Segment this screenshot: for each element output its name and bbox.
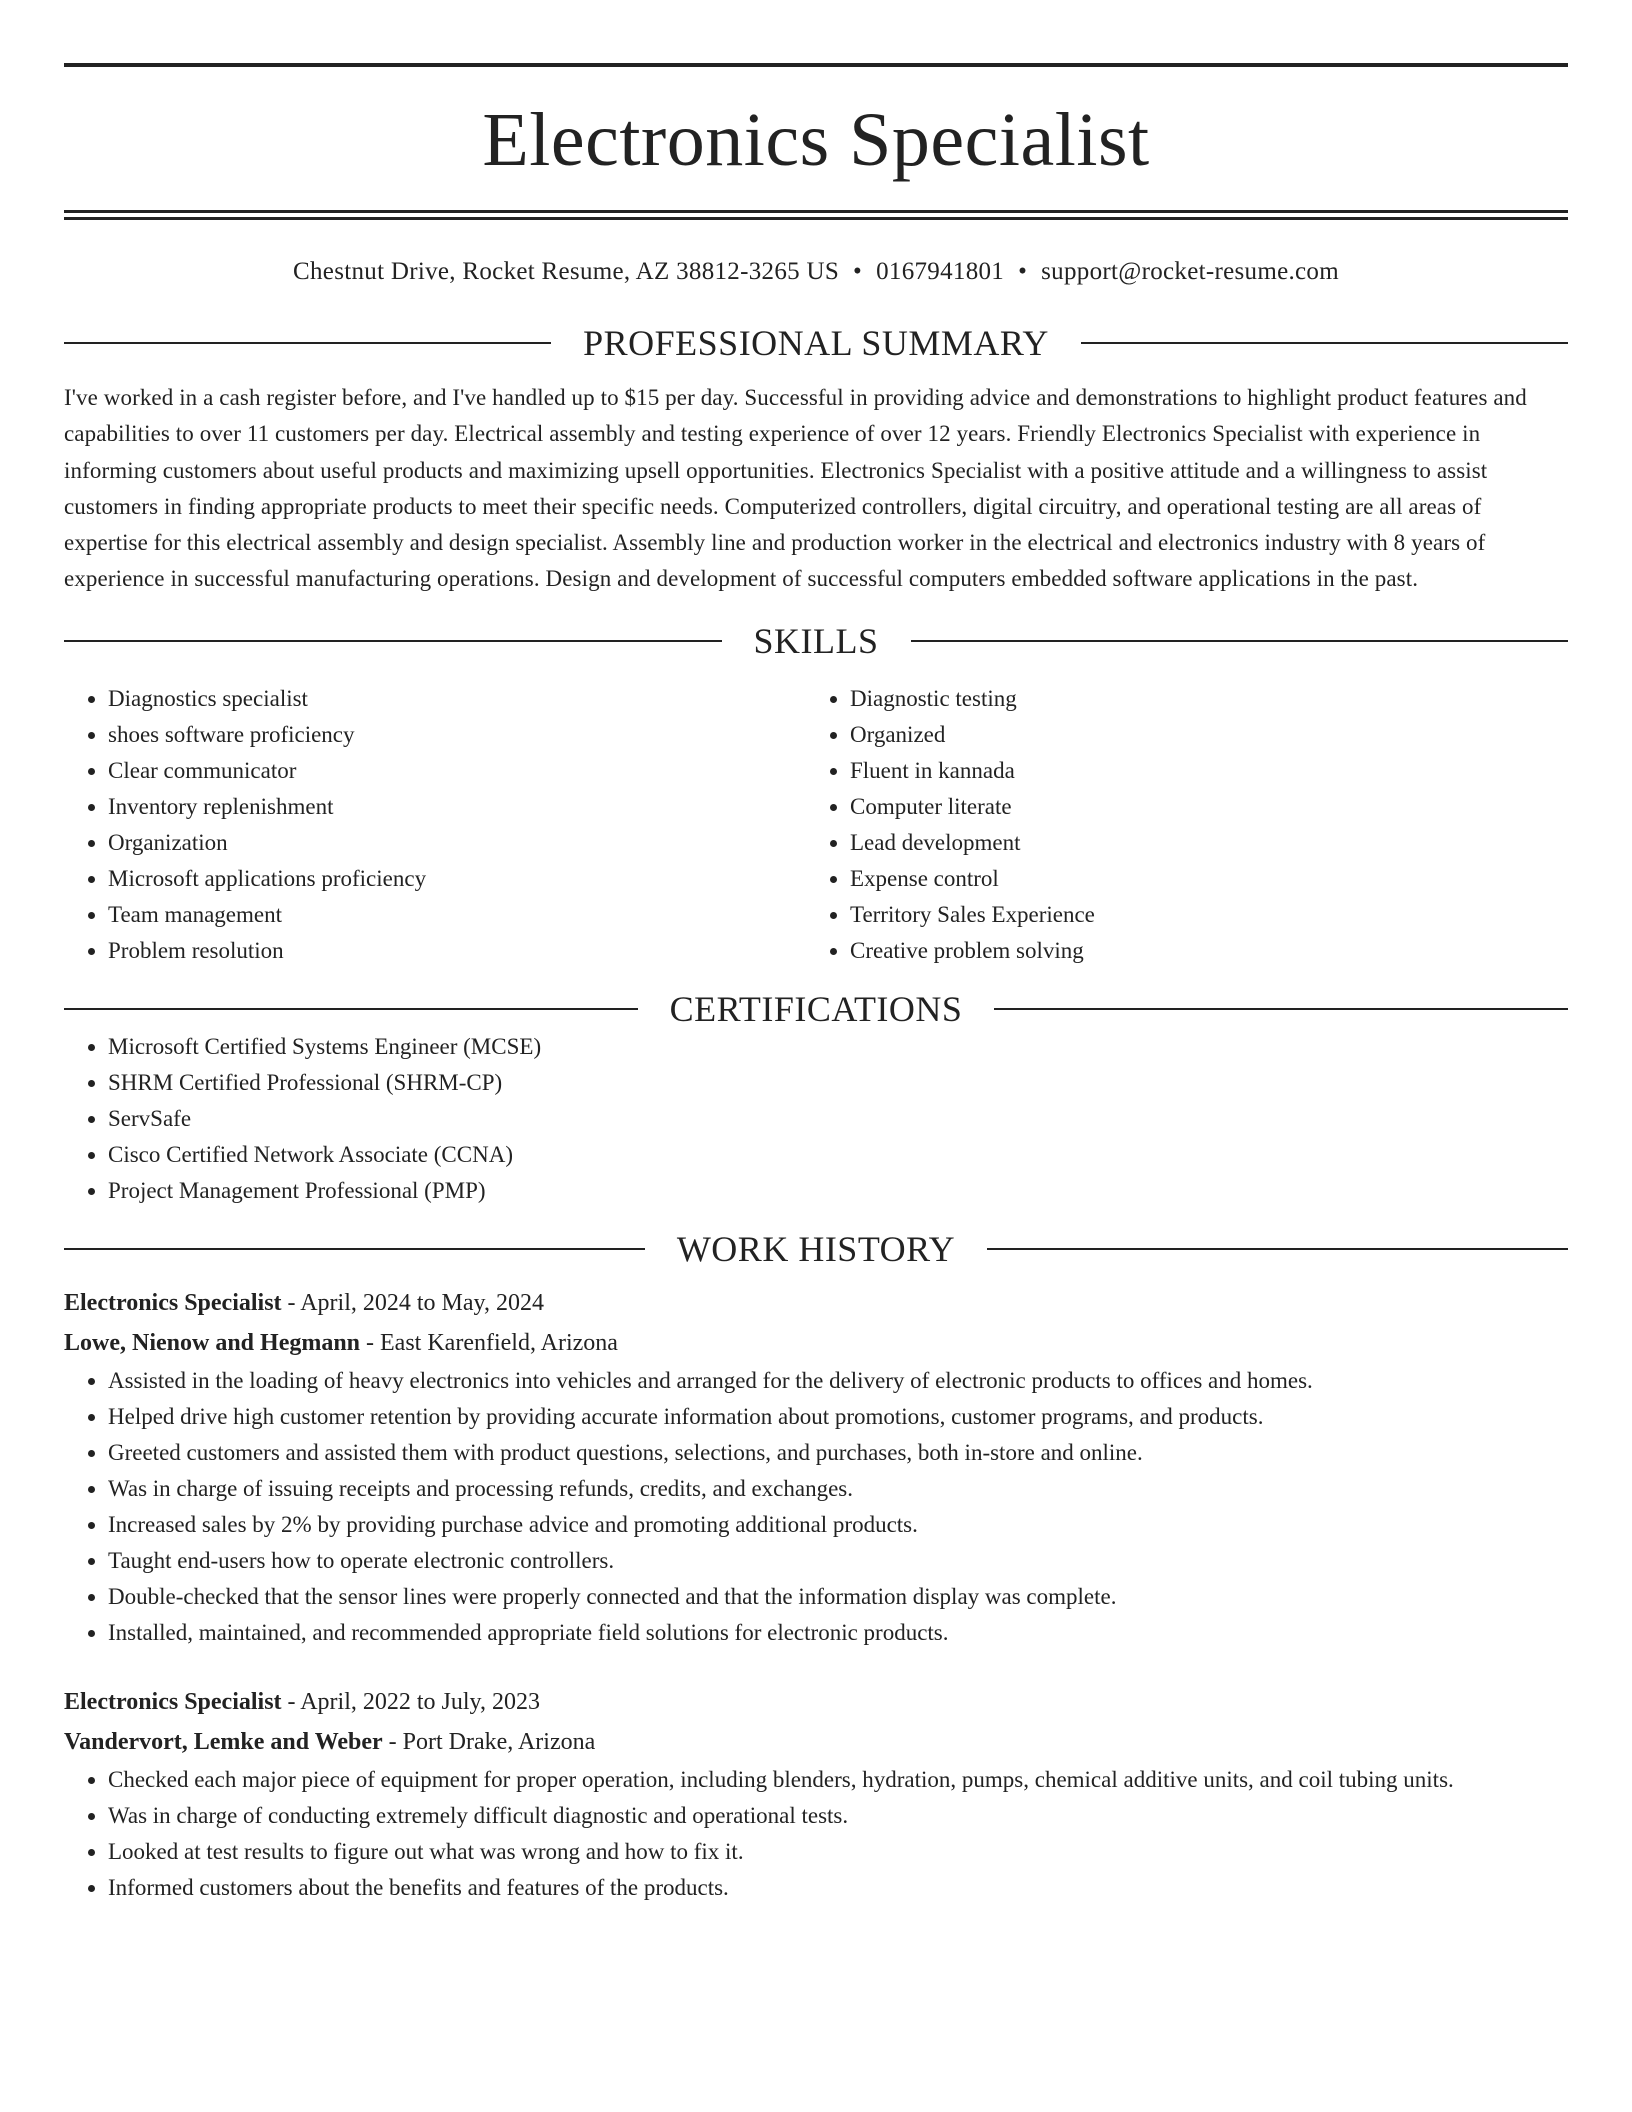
skill-item: • Problem resolution: [108, 933, 806, 969]
heading-rule-right: [994, 1008, 1568, 1010]
contact-separator: •: [853, 258, 863, 285]
job-duty-item: • Assisted in the loading of heavy electronics into vehicles and arranged for the delivery of electronic products to offices and homes.: [108, 1363, 1568, 1399]
certification-item: • SHRM Certified Professional (SHRM-CP): [108, 1065, 1568, 1101]
job-title-line: [64, 1283, 1568, 1323]
heading-rule-right: [987, 1248, 1568, 1250]
skills-column-right: [806, 681, 1548, 969]
job-company-line: [64, 1722, 1568, 1762]
job-entry: [64, 1682, 1568, 1906]
heading-rule-left: [64, 1008, 638, 1010]
summary-heading-label: PROFESSIONAL SUMMARY: [583, 323, 1049, 363]
contact-separator: •: [1018, 258, 1028, 285]
skill-item: • Lead development: [850, 825, 1548, 861]
job-title: Electronics Specialist: [64, 1289, 282, 1316]
job-duty-item: • Informed customers about the benefits and features of the products.: [108, 1870, 1568, 1906]
skill-item: • Team management: [108, 897, 806, 933]
certifications-section-heading: [64, 989, 1568, 1029]
skill-item: • Organization: [108, 825, 806, 861]
job-duty-item: • Checked each major piece of equipment for proper operation, including blenders, hydration, pumps, chemical additive units, and coil tubing units.: [108, 1762, 1568, 1798]
job-duty-item: • Was in charge of issuing receipts and processing refunds, credits, and exchanges.: [108, 1471, 1568, 1507]
skill-item: • Creative problem solving: [850, 933, 1548, 969]
job-duty-item: • Installed, maintained, and recommended appropriate field solutions for electronic products.: [108, 1615, 1568, 1651]
summary-section-heading: [64, 323, 1568, 363]
contact-line: [64, 257, 1568, 287]
skill-item: • Inventory replenishment: [108, 789, 806, 825]
skill-item: • Clear communicator: [108, 753, 806, 789]
job-entry: [64, 1283, 1568, 1651]
contact-email: support@rocket-resume.com: [1041, 258, 1339, 285]
job-duty-item: • Looked at test results to figure out what was wrong and how to fix it.: [108, 1834, 1568, 1870]
work-history-section-heading: [64, 1229, 1568, 1269]
certification-item: • Cisco Certified Network Associate (CCNA): [108, 1137, 1568, 1173]
job-duty-item: • Greeted customers and assisted them with product questions, selections, and purchases, both in-store and online.: [108, 1435, 1568, 1471]
job-duty-item: • Increased sales by 2% by providing purchase advice and promoting additional products.: [108, 1507, 1568, 1543]
job-duties-list: [64, 1363, 1568, 1651]
job-location: - Port Drake, Arizona: [382, 1728, 596, 1755]
skill-item: • Fluent in kannada: [850, 753, 1548, 789]
job-dates: - April, 2024 to May, 2024: [281, 1289, 544, 1316]
certification-item: • Microsoft Certified Systems Engineer (MCSE): [108, 1029, 1568, 1065]
certification-item: • Project Management Professional (PMP): [108, 1173, 1568, 1209]
certification-item: • ServSafe: [108, 1101, 1568, 1137]
job-duty-item: • Was in charge of conducting extremely difficult diagnostic and operational tests.: [108, 1798, 1568, 1834]
heading-rule-right: [911, 640, 1569, 642]
job-dates: - April, 2022 to July, 2023: [281, 1688, 540, 1715]
job-duty-item: • Helped drive high customer retention by providing accurate information about promotions, customer programs, and products.: [108, 1399, 1568, 1435]
heading-rule-right: [1081, 342, 1568, 344]
job-location: - East Karenfield, Arizona: [360, 1329, 618, 1356]
title-bottom-double-rule: [64, 210, 1568, 220]
job-duties-list: [64, 1762, 1568, 1906]
contact-phone: 0167941801: [876, 258, 1005, 285]
skill-item: • Expense control: [850, 861, 1548, 897]
skills-heading-label: SKILLS: [753, 620, 879, 661]
resume-page: [64, 0, 1568, 1906]
job-title-line: [64, 1682, 1568, 1722]
job-duty-item: • Taught end-users how to operate electronic controllers.: [108, 1543, 1568, 1579]
skill-item: • Territory Sales Experience: [850, 897, 1548, 933]
skill-item: • Computer literate: [850, 789, 1548, 825]
skills-column-left: [64, 681, 806, 969]
skills-section-heading: [64, 621, 1568, 661]
job-duty-item: • Double-checked that the sensor lines were properly connected and that the information display was complete.: [108, 1579, 1568, 1615]
resume-name: Electronics Specialist: [482, 98, 1150, 182]
certifications-list: [64, 1029, 1568, 1209]
skill-item: • shoes software proficiency: [108, 717, 806, 753]
heading-rule-left: [64, 1248, 645, 1250]
job-company: Lowe, Nienow and Hegmann: [64, 1329, 361, 1356]
job-company: Vandervort, Lemke and Weber: [64, 1728, 383, 1755]
skill-item: • Diagnostic testing: [850, 681, 1548, 717]
work-history-heading-label: WORK HISTORY: [676, 1228, 956, 1269]
heading-rule-left: [64, 342, 551, 344]
job-title: Electronics Specialist: [64, 1688, 282, 1715]
title-top-rule: [64, 63, 1568, 67]
skill-item: • Microsoft applications proficiency: [108, 861, 806, 897]
certifications-heading-label: CERTIFICATIONS: [669, 988, 963, 1029]
job-company-line: [64, 1323, 1568, 1363]
summary-text: I've worked in a cash register before, and I've handled up to $15 per day. Successful in providing advice and demonstrations to highlight product features and capabilities to over 11 customers per day. Electrical assembly and testing experience of over 12 years. Friendly Electronics Specialist with experience in informing customers about useful products and maximizing upsell opportunities. Electronics Specialist with a positive attitude and a willingness to assist customers in finding appropriate products to meet their specific needs. Computerized controllers, digital circuitry, and operational testing are all areas of expertise for this electrical assembly and design specialist. Assembly line and production worker in the electrical and electronics industry with 8 years of experience in successful manufacturing operations. Design and development of successful computers embedded software applications in the past.: [64, 385, 1527, 592]
contact-address: Chestnut Drive, Rocket Resume, AZ 38812-3265 US: [293, 258, 840, 285]
skill-item: • Organized: [850, 717, 1548, 753]
skills-list: [64, 681, 1568, 969]
heading-rule-left: [64, 640, 722, 642]
skill-item: • Diagnostics specialist: [108, 681, 806, 717]
